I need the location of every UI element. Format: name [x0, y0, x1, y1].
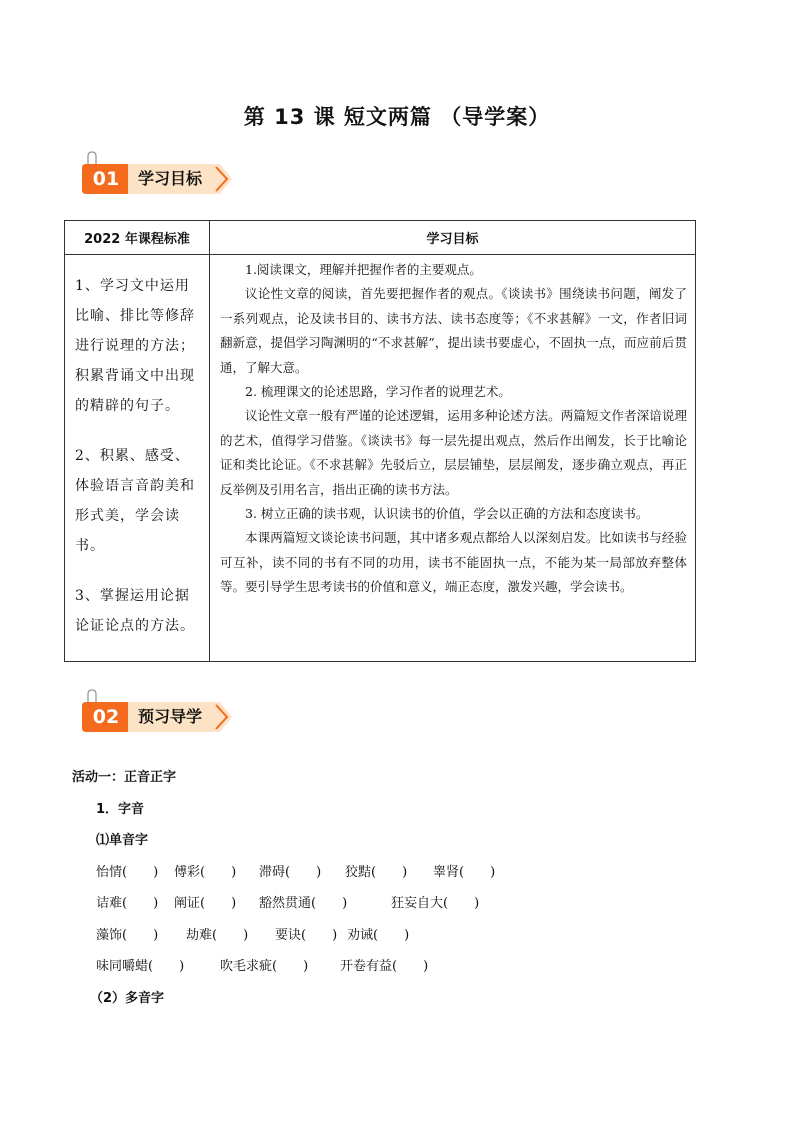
standard-item: 1、学习文中运用比喻、排比等修辞进行说理的方法；积累背诵文中出现的精辟的句子。 — [75, 278, 195, 414]
word-item: 味同嚼蜡( ) — [96, 959, 185, 974]
word-item: 劫难( ) — [186, 927, 249, 943]
word-row — [74, 857, 734, 889]
subheading-multi-sound: （2）多音字 — [90, 990, 165, 1006]
word-item: 诘难( ) — [96, 896, 159, 911]
header-objective: 学习目标 — [210, 221, 696, 255]
word-item: 吹毛求疵( ) — [220, 959, 309, 974]
word-item: 劝诫( ) — [347, 927, 410, 943]
objective-text: 议论性文章一般有严谨的论述逻辑，运用多种论述方法。两篇短文作者深谙说理的艺术，值得学习借鉴。《谈读书》每一层先提出观点，然后作出阐发，长于比喻论证和类比论证。《不求甚解》先驳后立，层层铺垫，层层阐发，逐步确立观点，再正反举例及引用名言，指出正确的读书方法。 — [220, 408, 687, 497]
goals-table — [64, 220, 696, 662]
word-item: 滞碍( ) — [259, 864, 322, 880]
objective-heading: 1.阅读课文，理解并把握作者的主要观点。 — [245, 262, 482, 277]
word-row — [74, 951, 734, 983]
word-item: 藻饰( ) — [96, 927, 159, 943]
objective-heading: 2. 梳理课文的论述思路，学习作者的说理艺术。 — [245, 384, 511, 400]
word-item: 怡情( ) — [96, 864, 159, 880]
subheading-single-sound: ⑴单音字 — [96, 833, 149, 848]
word-item: 睾肾( ) — [433, 864, 496, 880]
word-item: 阐证( ) — [174, 896, 237, 911]
subheading-pronunciation: 1．字音 — [96, 801, 145, 817]
objective-text: 本课两篇短文谈论读书问题，其中诸多观点都给人以深刻启发。比如读书与经验可互补，读不同的书有不同的功用，读书不能固执一点，不能为某一局部放弃整体等。要引导学生思考读书的价值和意义，端正态度，激发兴趣，学会读书。 — [220, 530, 687, 595]
word-item: 开卷有益( ) — [340, 959, 429, 974]
standard-item: 3、掌握运用论据论证论点的方法。 — [75, 588, 195, 634]
word-row — [74, 920, 734, 952]
objective-heading: 3. 树立正确的读书观，认识读书的价值，学会以正确的方法和态度读书。 — [245, 506, 649, 522]
objectives-cell — [210, 255, 696, 662]
page-title: 第 13 课 短文两篇 （导学案） — [243, 105, 551, 129]
word-item: 豁然贯通( ) — [259, 896, 348, 911]
section-badge-goals — [82, 150, 232, 194]
section-label: 预习导学 — [138, 707, 203, 726]
word-item: 傅彩( ) — [174, 864, 237, 880]
section-label: 学习目标 — [138, 169, 203, 188]
header-standard: 2022 年课程标准 — [65, 221, 210, 255]
word-item: 狡黠( ) — [345, 864, 408, 880]
objective-text: 议论性文章的阅读，首先要把握作者的观点。《谈读书》围绕读书问题，阐发了一系列观点，论及读书目的、读书方法、读书态度等；《不求甚解》一文，作者旧词翻新意，提倡学习陶渊明的“不求甚解”，提出读书要虚心，不固执一点，而应前后贯通，了解大意。 — [220, 286, 687, 375]
word-item: 要诀( ) — [275, 927, 338, 943]
standard-item: 2、积累、感受、体验语言音韵美和形式美，学会读书。 — [75, 448, 195, 554]
section-number: 02 — [92, 706, 120, 728]
activity-title: 活动一：正音正字 — [72, 770, 177, 785]
section-number: 01 — [92, 168, 120, 190]
standards-cell — [65, 255, 210, 662]
section-badge-preview — [82, 688, 232, 732]
word-item: 狂妄自大( ) — [391, 896, 480, 911]
activity-section — [74, 762, 734, 1014]
word-row — [74, 888, 734, 920]
